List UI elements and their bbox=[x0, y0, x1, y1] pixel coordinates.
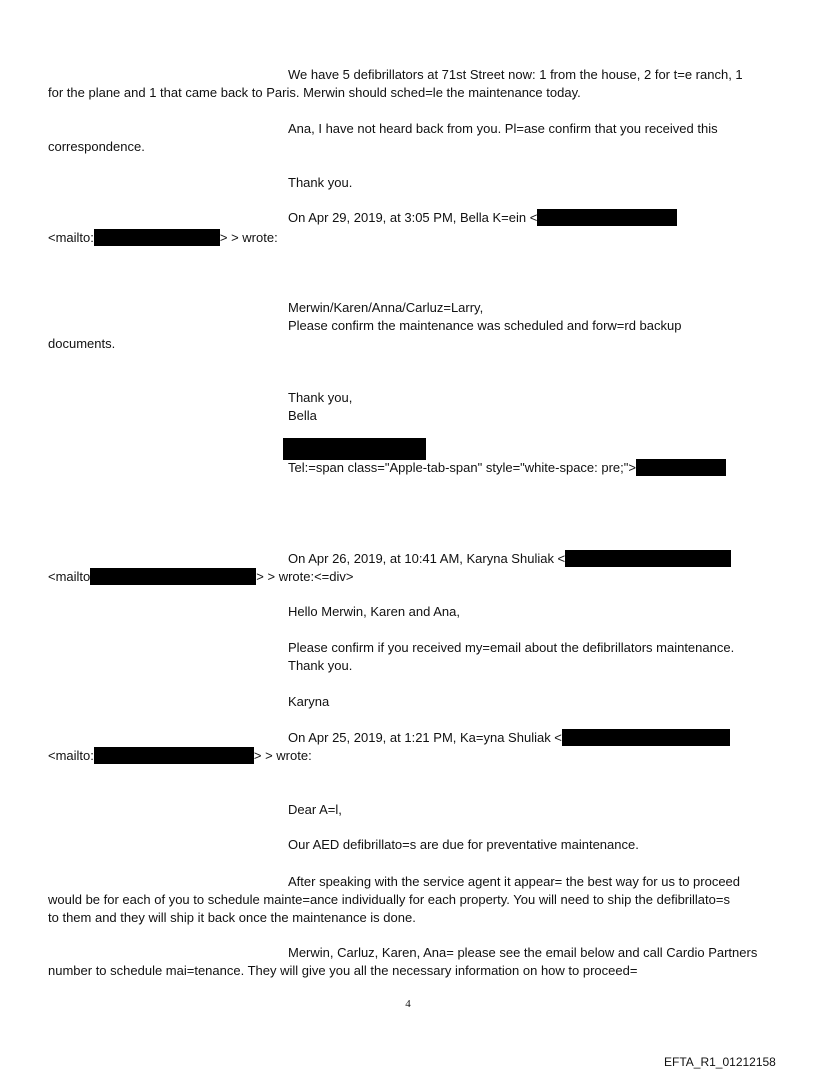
redaction-box bbox=[283, 438, 426, 460]
text-line: to them and they will ship it back once the maintenance is done. bbox=[48, 910, 416, 925]
redaction-box bbox=[565, 550, 731, 567]
text-line: Hello Merwin, Karen and Ana, bbox=[288, 604, 460, 619]
email-header-line: <mailto: > > wrote: bbox=[48, 748, 312, 763]
text-line: After speaking with the service agent it appear= the best way for us to proceed bbox=[288, 874, 741, 889]
text-line: Merwin, Carluz, Karen, Ana= please see the email below and call Cardio Partners bbox=[288, 945, 758, 960]
redaction-box bbox=[636, 459, 726, 476]
text-line: would be for each of you to schedule mainte=ance individually for each property. You will need to ship the defibrillato=s bbox=[48, 892, 730, 907]
text-line: Bella bbox=[288, 408, 317, 423]
redaction-box bbox=[94, 747, 254, 764]
text-line: Merwin/Karen/Anna/Carluz=Larry, bbox=[288, 300, 484, 315]
text-line: Tel:=span class="Apple-tab-span" style="white-space: pre;"> bbox=[288, 459, 726, 477]
email-header-line: On Apr 26, 2019, at 10:41 AM, Karyna Shuliak < bbox=[288, 550, 731, 568]
email-header-line: On Apr 25, 2019, at 1:21 PM, Ka=yna Shuliak < bbox=[288, 729, 730, 747]
text-line: Thank you. bbox=[288, 175, 353, 190]
text-line: Karyna bbox=[288, 694, 330, 709]
text-line: Please confirm the maintenance was scheduled and forw=rd backup bbox=[288, 318, 682, 333]
text-line: Our AED defibrillato=s are due for preventative maintenance. bbox=[288, 837, 639, 852]
redaction-box bbox=[537, 209, 677, 226]
email-header-line: <mailto: > > wrote: bbox=[48, 230, 278, 245]
text-line: Thank you, bbox=[288, 390, 353, 405]
email-header-line: <mailto > > wrote:<=div> bbox=[48, 569, 354, 584]
text-line: Thank you. bbox=[288, 658, 353, 673]
page-number: 4 bbox=[405, 998, 411, 1010]
text-line: number to schedule mai=tenance. They will give you all the necessary information on how to proceed= bbox=[48, 963, 638, 978]
text-line: We have 5 defibrillators at 71st Street now: 1 from the house, 2 for t=e ranch, 1 bbox=[288, 67, 743, 82]
text-line: documents. bbox=[48, 336, 116, 351]
email-header-line: On Apr 29, 2019, at 3:05 PM, Bella K=ein < bbox=[288, 209, 677, 227]
text-line: for the plane and 1 that came back to Paris. Merwin should sched=le the maintenance today. bbox=[48, 85, 581, 100]
text-line: Please confirm if you received my=email about the defibrillators maintenance. bbox=[288, 640, 735, 655]
redaction-box bbox=[562, 729, 730, 746]
text-line: Ana, I have not heard back from you. Pl=ase confirm that you received this bbox=[288, 121, 718, 136]
redaction-box bbox=[94, 229, 220, 246]
text-line: Dear A=l, bbox=[288, 802, 342, 817]
bates-number: EFTA_R1_01212158 bbox=[664, 1055, 776, 1069]
redaction-box bbox=[90, 568, 256, 585]
text-line: correspondence. bbox=[48, 139, 145, 154]
